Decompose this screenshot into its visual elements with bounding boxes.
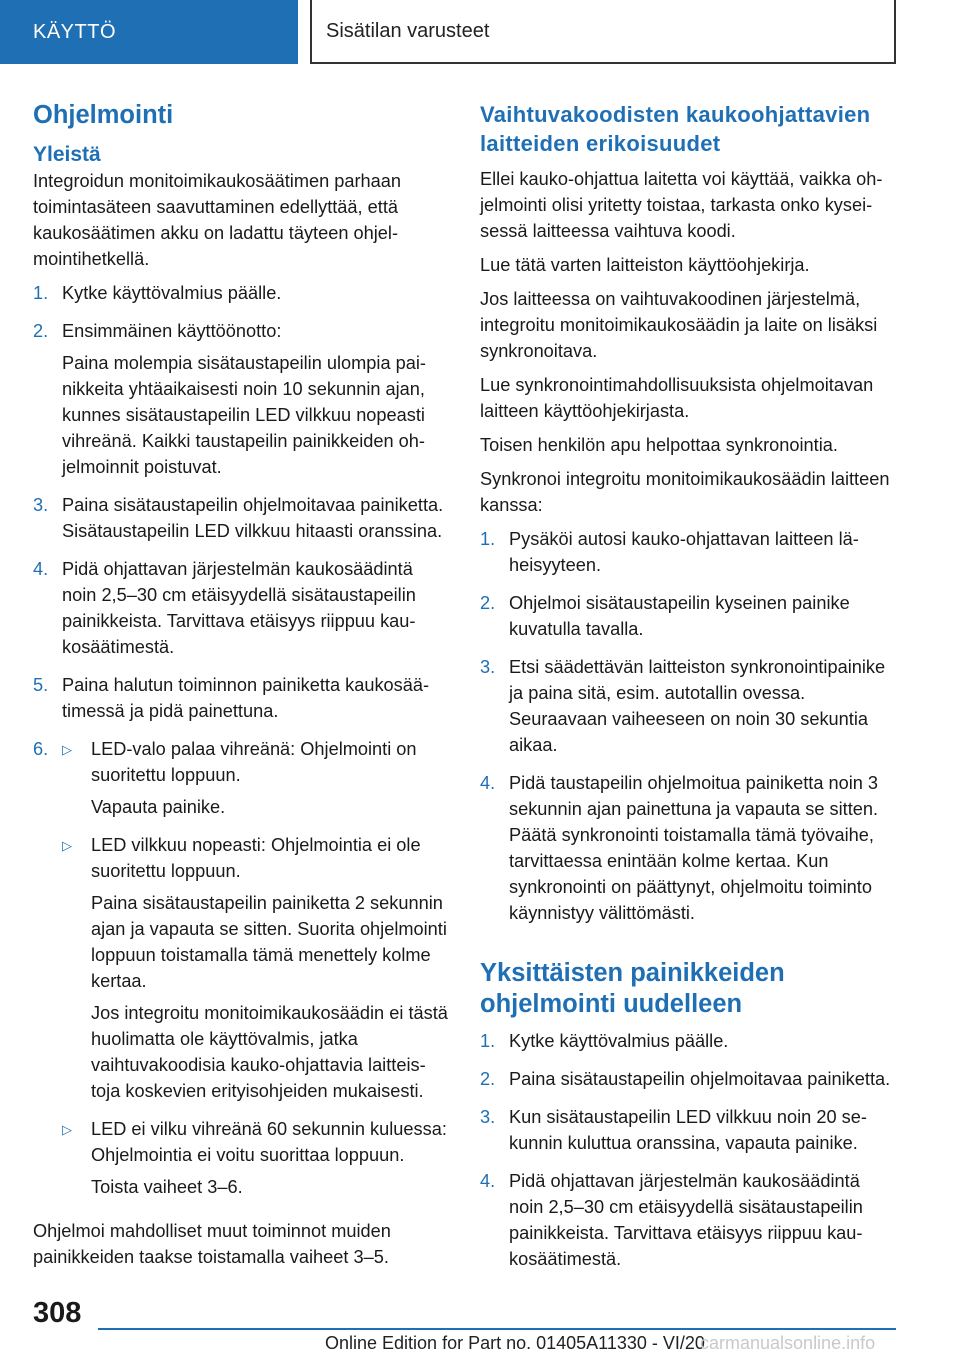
sub-text: LED-valo palaa vihreänä: Ohjelmointi on suoritettu loppuun. xyxy=(91,739,417,785)
step-text: Pidä taustapeilin ohjelmoitua painiketta noin 3 sekunnin ajan painettuna ja vapauta se sitten. Päätä synkronointi toistamalla tämä työvaihe, tarvittaessa enintään kolme kertaa. Kun synkronointi on päättynyt, ohjelmoitu toiminto käynnistyy välittömästi. xyxy=(509,773,879,923)
step-text: Paina sisätaustapeilin ohjelmoitavaa painiketta. Sisätaustapeilin LED vilkkuu hitaasti oranssina. xyxy=(62,495,444,541)
sub-detail: Toista vaiheet 3–6. xyxy=(91,1177,243,1197)
sub-item xyxy=(62,832,448,1110)
step-number: 4. xyxy=(33,559,49,579)
step-number: 1. xyxy=(480,1031,496,1051)
sub-detail: Vapauta painike. xyxy=(91,797,226,817)
outro-paragraph: Ohjelmoi mahdolliset muut toiminnot muiden painikkeiden taakse toistamalla vaiheet 3–5. xyxy=(33,1221,391,1267)
list-item xyxy=(480,654,896,764)
paragraph: Ellei kauko-ohjattua laitetta voi käyttää, vaikka ohjelmointi olisi yritetty toistaa, tarkasta onko kyseisessä laitteessa vaihtuva koodi. xyxy=(480,169,883,241)
step-number: 5. xyxy=(33,675,49,695)
step-number: 2. xyxy=(33,321,49,341)
list-item xyxy=(480,1168,896,1278)
list-item xyxy=(33,280,448,312)
step-text: Paina halutun toiminnon painiketta kaukosäätimessä ja pidä painettuna. xyxy=(62,675,430,721)
paragraph: Toisen henkilön apu helpottaa synkronointia. xyxy=(480,435,838,455)
step-text: Kun sisätaustapeilin LED vilkkuu noin 20 sekunnin kuluttua oranssina, vapauta painike. xyxy=(509,1107,867,1153)
sub-item xyxy=(62,736,448,826)
list-item xyxy=(33,318,448,486)
chapter-label: KÄYTTÖ xyxy=(33,20,117,43)
intro-paragraph: Integroidun monitoimikaukosäätimen parhaan toimintasäteen saavuttaminen edellyttää, että kaukosäätimen akku on ladattu täyteen ohjelmointihetkellä. xyxy=(33,171,402,269)
step-number: 3. xyxy=(33,495,49,515)
step-number: 4. xyxy=(480,773,496,793)
step-number: 2. xyxy=(480,1069,496,1089)
section-title: Sisätilan varusteet xyxy=(326,19,490,42)
step-text: Pidä ohjattavan järjestelmän kaukosäädintä noin 2,5–30 cm etäisyydellä sisätaustapeilin painikkeista. Tarvittava etäisyys riippuu kaukosäätimestä. xyxy=(62,559,416,657)
heading-reprogram-buttons: Yksittäisten painikkeiden ohjelmointi uudelleen xyxy=(480,959,785,1018)
step-number: 3. xyxy=(480,657,496,677)
list-item xyxy=(33,736,448,1212)
step-detail: Paina molempia sisätaustapeilin ulompia painikkeita yhtäaikaisesti noin 10 sekunnin ajan, kunnes sisätaustapeilin LED vilkkuu nopeasti vihreänä. Kaikki taustapeilin painikkeiden ohjelmoinnit poistuvat. xyxy=(62,353,426,477)
step-number: 6. xyxy=(33,739,49,759)
edition-text: Online Edition for Part no. 01405A11330 - VI/20 xyxy=(325,1333,705,1353)
left-column xyxy=(33,100,448,1278)
watermark-text: carmanualsonline.info xyxy=(700,1333,876,1353)
list-item xyxy=(33,556,448,666)
sub-detail: Jos integroitu monitoimikaukosäädin ei tästä huolimatta ole käyttövalmis, jatka vaihtuvakoodisia kauko-ohjattavia laitteistoja koskevien erityisohjeiden mukaisesti. xyxy=(91,1003,448,1101)
subheading-general: Yleistä xyxy=(33,143,101,166)
sub-text: LED ei vilku vihreänä 60 sekunnin kuluessa: Ohjelmointia ei voitu suorittaa loppuun. xyxy=(91,1119,447,1165)
step-number: 4. xyxy=(480,1171,496,1191)
step-text: Pysäköi autosi kauko-ohjattavan laitteen läheisyyteen. xyxy=(509,529,859,575)
page-number: 308 xyxy=(33,1297,82,1329)
step-text: Kytke käyttövalmius päälle. xyxy=(62,283,282,303)
list-item xyxy=(480,590,896,648)
section-title-box xyxy=(312,0,896,64)
list-item xyxy=(33,672,448,730)
triangle-bullet-icon: ▷ xyxy=(62,742,72,757)
step-text: Pidä ohjattavan järjestelmän kaukosäädintä noin 2,5–30 cm etäisyydellä sisätaustapeilin painikkeista. Tarvittava etäisyys riippuu kaukosäätimestä. xyxy=(509,1171,863,1269)
heading-rolling-code: Vaihtuvakoodisten kaukoohjattavien laitteiden erikoisuudet xyxy=(480,102,871,156)
chapter-tab xyxy=(0,0,298,64)
paragraph: Lue synkronointimahdollisuuksista ohjelmoitavan laitteen käyttöohjekirjasta. xyxy=(480,375,874,421)
triangle-bullet-icon: ▷ xyxy=(62,838,72,853)
paragraph: Jos laitteessa on vaihtuvakoodinen järjestelmä, integroitu monitoimikaukosäädin ja laite on lisäksi synkronoitava. xyxy=(480,289,878,361)
triangle-bullet-icon: ▷ xyxy=(62,1122,72,1137)
list-item xyxy=(480,526,896,584)
sync-steps xyxy=(480,526,896,932)
paragraph: Lue tätä varten laitteiston käyttöohjekirja. xyxy=(480,255,810,275)
step-number: 3. xyxy=(480,1107,496,1127)
list-item xyxy=(480,1104,896,1162)
step-text: Ohjelmoi sisätaustapeilin kyseinen painike kuvatulla tavalla. xyxy=(509,593,850,639)
list-item xyxy=(480,1066,896,1098)
step-text: Paina sisätaustapeilin ohjelmoitavaa painiketta. xyxy=(509,1069,891,1089)
right-column xyxy=(480,100,896,1284)
step-text: Kytke käyttövalmius päälle. xyxy=(509,1031,729,1051)
programming-steps xyxy=(33,280,448,1212)
footer-rule xyxy=(98,1328,896,1330)
step-text: Etsi säädettävän laitteiston synkronointipainike ja paina sitä, esim. autotallin ovessa. Seuraavaan vaiheeseen on noin 30 sekuntia aikaa. xyxy=(509,657,886,755)
list-item xyxy=(480,1028,896,1060)
reprogram-steps xyxy=(480,1028,896,1278)
step-number: 1. xyxy=(480,529,496,549)
paragraph: Synkronoi integroitu monitoimikaukosäädin laitteen kanssa: xyxy=(480,469,890,515)
list-item xyxy=(33,492,448,550)
step-number: 2. xyxy=(480,593,496,613)
step-text: Ensimmäinen käyttöönotto: xyxy=(62,321,282,341)
heading-programming: Ohjelmointi xyxy=(33,101,174,129)
sub-item xyxy=(62,1116,448,1206)
sub-text: LED vilkkuu nopeasti: Ohjelmointia ei ole suoritettu loppuun. xyxy=(91,835,421,881)
list-item xyxy=(480,770,896,932)
step-number: 1. xyxy=(33,283,49,303)
sub-detail: Paina sisätaustapeilin painiketta 2 sekunnin ajan ja vapauta se sitten. Suorita ohjelmointi loppuun toistamalla tämä menettely kolme kertaa. xyxy=(91,893,447,991)
